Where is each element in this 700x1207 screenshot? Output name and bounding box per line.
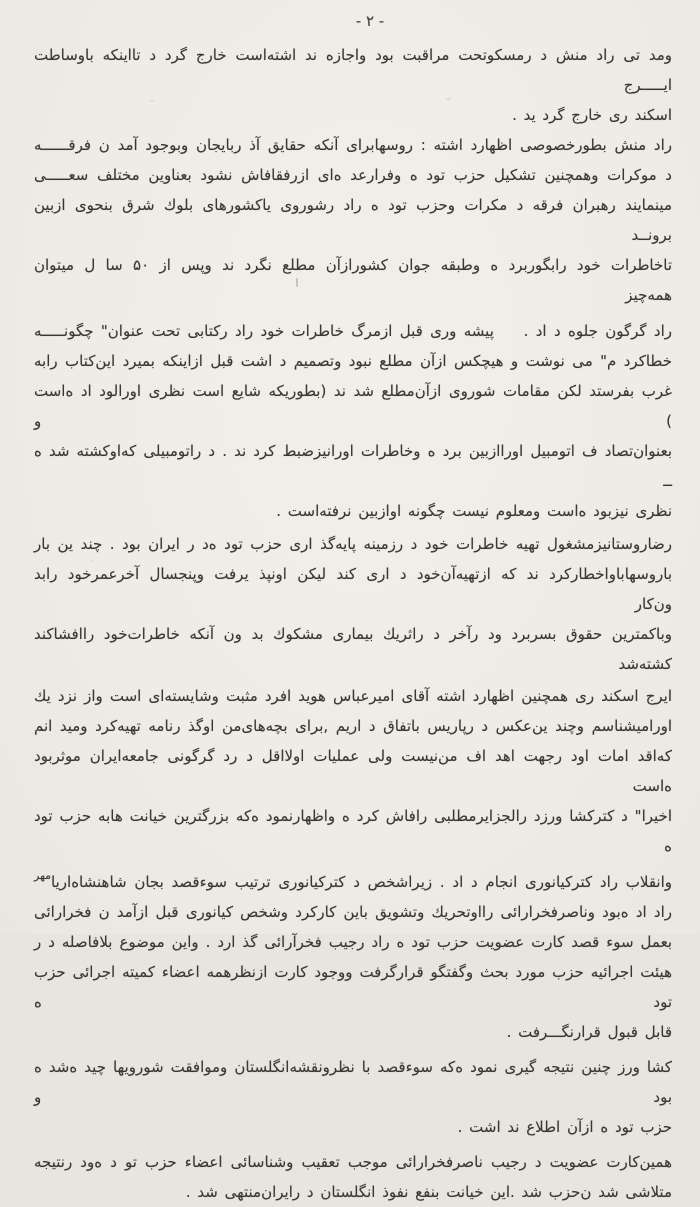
- paragraph: [34, 529, 672, 679]
- text-body: [34, 40, 672, 1207]
- text-line: بعنوان‌تصاد ف اتومبیل اوراازبین برد ه وخاطرات اورانیزضبط کرد ند . د راتومبیلی که‌اوکشته شد ه ــ: [34, 442, 672, 490]
- text-line: راد اد ه‌بود وناصرفخرارائی رااوتحریك وتشویق باین کارکرد وشخص کیانوری قبل ازآمد ن فخرارائی: [34, 903, 672, 921]
- text-line: کشا ورز چنین نتیجه گیری نمود ه‌که سوءقصد با نظرونقشه‌انگلستان وموافقت شورویها چید ه‌شد ه بود و: [34, 1058, 672, 1106]
- text-line: که‌اقد امات اود رجهت اهد اف من‌نیست ولی عملیات اولااقل د رد گرگونی جامعه‌ایران موثربود ه‌است: [34, 747, 672, 795]
- text-line: خطاکرد م" می نوشت و هیچکس ازآن مطلع نبود وتصمیم د اشت قبل ازاینکه بمیرد این‌کتاب رابه: [34, 352, 672, 370]
- paragraph: [34, 801, 672, 1047]
- text-line: مینمایند رهبران فرقه د مکرات وحزب تود ه راد رشوروی یاکشورهای بلوك شرق بنحوی ازبین برونــد: [34, 196, 672, 244]
- text-line: هیئت اجرائیه حزب مورد بحث وگفتگو قرارگرفت ووجود کارت ازنظرهمه اعضاء کمیته اجرائی حزب تود ه: [34, 963, 672, 1011]
- text-line: ایرج اسکند ری همچنین اظهارد اشته آقای امیرعباس هوید افرد مثبت وشایسته‌ای است واز نزد یك: [34, 687, 672, 705]
- text-line: د موکرات وهمچنین تشکیل حزب تود ه وفرارعد ه‌ای ازرفقافاش نشود بعناوین مختلف سعـــــی: [34, 166, 672, 184]
- text-line: حزب تود ه ازآن اطلاع ند اشت .: [457, 1118, 672, 1136]
- text-line: بعمل سوء قصد کارت عضویت حزب تود ه راد رجیب فخرآرائی گذ ارد . واین موضوع بلافاصله د ر: [34, 933, 672, 951]
- text-line: وانقلاب راد کترکیانوری انجام د اد . زیراشخص د کترکیانوری ترتیب سوءقصد بجان شاهنشاه‌اریا$^{مهر}$: [34, 869, 672, 891]
- text-line: باروسهاباواخطارکرد ند که ازتهیه‌آن‌خود د اری کند لیکن اونپذ یرفت وپنجسال آخرعمرخود رابد ون‌کار: [34, 565, 672, 613]
- text-line: غرب بفرستد لکن مقامات شوروی ازآن‌مطلع شد ند (بطوریکه شایع است نظری اورالود اد ه‌است ) و: [34, 382, 672, 430]
- paragraph: [34, 316, 672, 526]
- paragraph: [34, 1147, 672, 1207]
- text-line: رضاروستانیزمشغول تهیه خاطرات خود د رزمینه پایه‌گذ اری حزب تود ه‌د ر ایران بود . چند ین بار: [34, 535, 672, 553]
- text-line: اورامیشناسم وچند ین‌عکس د رپاریس باتفاق د اریم ,برای بچه‌های‌من اوگذ رنامه تهیه‌کرد ومید انم: [34, 717, 672, 735]
- paragraph: [34, 681, 672, 801]
- paragraph: [34, 1052, 672, 1142]
- text-line: ومد تی راد منش د رمسکوتحت مراقبت بود واجازه ند اشته‌است خارج گرد د تااینکه باوساطت ایـــــرج: [34, 46, 672, 94]
- page-number: - ۲ -: [355, 12, 385, 30]
- text-line: همین‌کارت عضویت د رجیب ناصرفخرارائی موجب تعقیب وشناسائی اعضاء حزب تو د ه‌ود رنتیجه: [34, 1153, 672, 1171]
- text-line: تاخاطرات خود رابگوربرد ه وطبقه جوان کشورازآن مطلع نگرد ند وپس از ۵۰ سا ل میتوان همه‌چیز: [34, 256, 672, 304]
- paragraph: [34, 130, 672, 310]
- inserted-word: مهر: [34, 869, 52, 882]
- text-line: قابل قبول قرارنگـــرفت .: [506, 1023, 672, 1041]
- text-line: اسکند ری خارج گرد ید .: [512, 106, 672, 124]
- paragraph: [34, 40, 672, 130]
- text-line: راد منش بطورخصوصی اظهارد اشته : روسهابرای آنکه حقایق آذ ربایجان وبوجود آمد ن فرقــــــه: [34, 136, 672, 154]
- text-line: اخیرا" د کترکشا ورزد رالجزایرمطلبی رافاش کرد ه واظهارنمود ه‌که بزرگترین خیانت هابه حزب تود ه: [34, 807, 672, 855]
- text-line: راد گرگون جلوه د اد . پیشه وری قبل ازمرگ خاطرات خود راد رکتابی تحت عنوان" چگونـــــه: [34, 322, 672, 340]
- text-line: متلاشی شد ن‌حزب شد .این خیانت بنفع نفوذ انگلستان د رایران‌منتهی شد .: [185, 1183, 672, 1201]
- text-line: وباکمترین حقوق بسربرد ود رآخر د راثریك بیماری مشکوك بد ون آنکه خاطرات‌خود راافشاکند کشته‌شد: [34, 625, 672, 673]
- text-line: نظری نیزبود ه‌است ومعلوم نیست چگونه اوازبین نرفته‌است .: [276, 502, 672, 520]
